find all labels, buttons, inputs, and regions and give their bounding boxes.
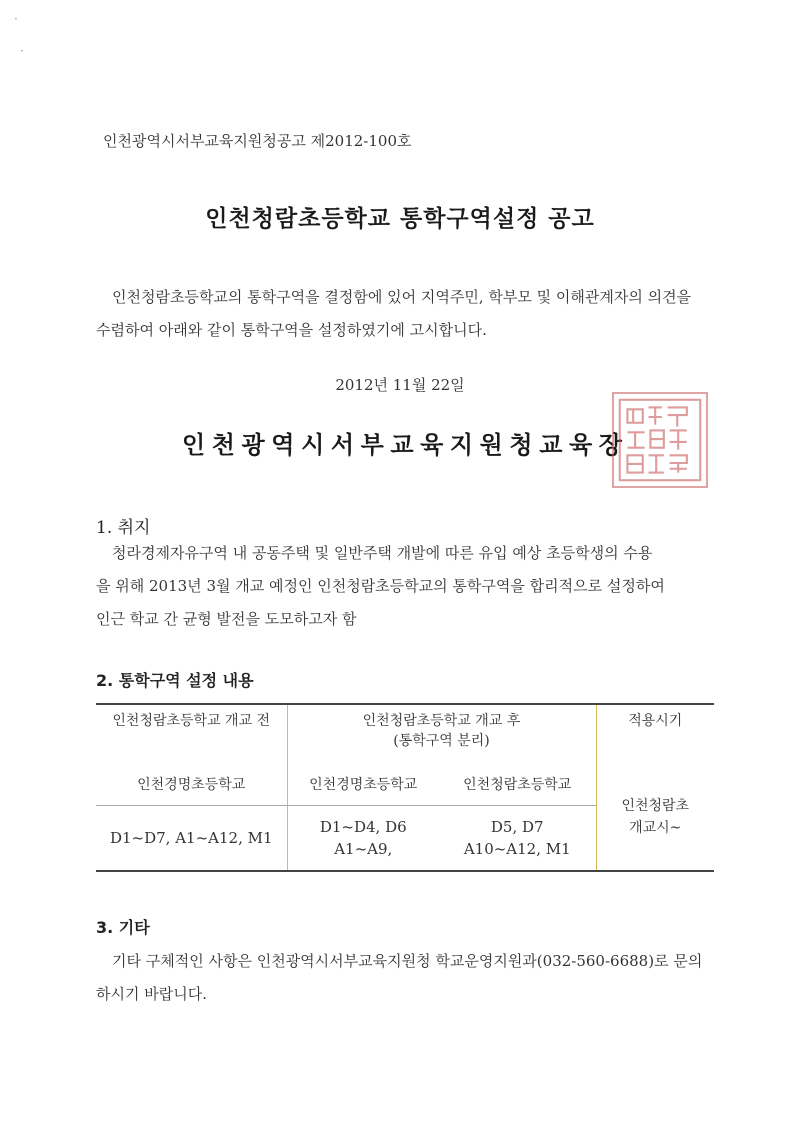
after-header-label: 인천청람초등학교 개교 후: [362, 713, 521, 729]
table-cell-after-school-2: 인천청람초등학교: [439, 763, 596, 806]
issuer-char: 인: [182, 431, 206, 459]
zone-line: D1~D4, D6: [319, 818, 407, 836]
section-3-line: 하시기 바랍니다.: [96, 985, 207, 1003]
issuer-char: 육: [420, 431, 444, 459]
official-seal: [612, 392, 708, 488]
scan-mark: ·: [14, 12, 18, 26]
table-cell-apply-time: [596, 763, 714, 871]
after-header-sublabel: (통학구역 분리): [393, 733, 490, 749]
scan-mark: ·: [20, 44, 24, 58]
section-1-line: 청라경제자유구역 내 공동주택 및 일반주택 개발에 따른 유입 예상 초등학생의 수용: [112, 544, 653, 562]
zone-line: A1~A9,: [334, 840, 393, 858]
zone-line: D5, D7: [490, 818, 544, 836]
seal-pattern-icon: [614, 394, 706, 486]
table-row: [96, 763, 714, 806]
document-date: 2012년 11월 22일: [335, 376, 465, 394]
section-3-body: [96, 945, 736, 1011]
issuer-name: [182, 425, 622, 460]
table-cell-after-zone-2: [439, 806, 596, 872]
section-1-heading: 1. 취지: [96, 518, 151, 538]
apply-time-line: 인천청람초: [621, 797, 690, 814]
issuer-char: 천: [211, 431, 235, 459]
issuer-char: 광: [241, 431, 265, 459]
issuer-char: 부: [360, 431, 384, 459]
document-title: 인천청람초등학교 통학구역설정 공고: [205, 206, 595, 232]
issuer-char: 교: [539, 431, 563, 459]
issuer-char: 역: [271, 431, 295, 459]
section-1-line: 을 위해 2013년 3월 개교 예정인 인천청람초등학교의 통학구역을 합리적으로 설정하여: [96, 577, 665, 595]
issuer-char: 원: [479, 431, 503, 459]
section-1-body: [96, 537, 732, 636]
table-cell-before-zone: D1~D7, A1~A12, M1: [96, 806, 287, 872]
intro-line: 인천청람초등학교의 통학구역을 결정함에 있어 지역주민, 학부모 및 이해관계자의 의견을: [112, 288, 692, 306]
section-3-heading: 3. 기타: [96, 918, 150, 937]
zone-line: A10~A12, M1: [463, 840, 571, 858]
issuer-char: 시: [301, 431, 325, 459]
section-1-line: 인근 학교 간 균형 발전을 도모하고자 함: [96, 610, 357, 628]
intro-line: 수렴하여 아래와 같이 통학구역을 설정하였기에 고시합니다.: [96, 321, 487, 339]
apply-time-line: 개교시~: [629, 819, 682, 836]
section-2-heading: 2. 통학구역 설정 내용: [96, 671, 254, 690]
issuer-char: 청: [509, 431, 533, 459]
table-header-before: 인천청람초등학교 개교 전: [96, 704, 287, 763]
intro-paragraph: [96, 281, 736, 347]
school-zone-table: [96, 703, 714, 872]
issuer-char: 교: [390, 431, 414, 459]
table-row: [96, 704, 714, 763]
issuer-char: 장: [598, 431, 622, 459]
issuer-char: 육: [568, 431, 593, 459]
table-cell-after-zone-1: [287, 806, 439, 872]
section-3-line: 기타 구체적인 사항은 인천광역시서부교육지원청 학교운영지원과(032-560-6688)로 문의: [112, 952, 703, 970]
document-number: 인천광역시서부교육지원청공고 제2012-100호: [103, 132, 412, 150]
table-cell-before-school: 인천경명초등학교: [96, 763, 287, 806]
issuer-char: 서: [330, 431, 355, 459]
issuer-char: 지: [449, 431, 474, 459]
table-header-apply: 적용시기: [596, 704, 714, 763]
table-header-after: [287, 704, 596, 763]
table-cell-after-school-1: 인천경명초등학교: [287, 763, 439, 806]
